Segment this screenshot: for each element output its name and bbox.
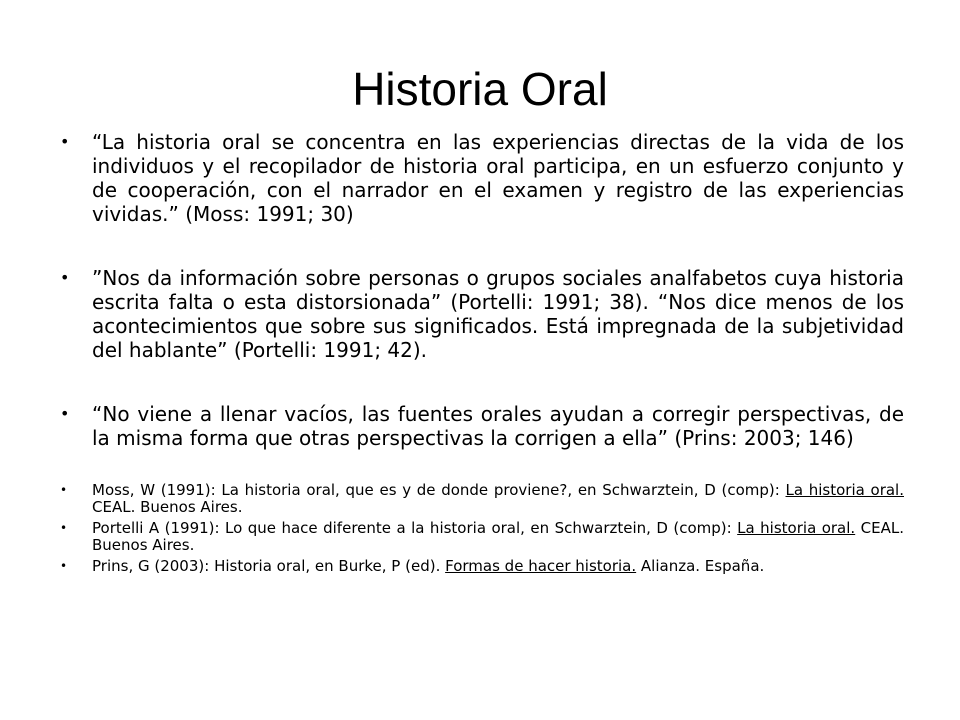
reference-bullet-2 xyxy=(58,520,904,554)
reference-text: Moss, W (1991): La historia oral, que es y de donde proviene?, en Schwarztein, D (comp): xyxy=(92,481,786,499)
reference-bullet-1 xyxy=(58,482,904,516)
reference-text: Portelli A (1991): Lo que hace diferente a la historia oral, en Schwarztein, D (comp): xyxy=(92,519,738,537)
quote-bullet-3 xyxy=(58,402,904,450)
quote-text: “La historia oral se concentra en las experiencias directas de la vida de los individuos y el recopilador de historia oral participa, en un esfuerzo conjunto y de cooperación, con el narrador en el examen y registro de las experiencias vividas.” (Moss: 1991; 30) xyxy=(92,130,904,226)
quote-text: ”Nos da información sobre personas o grupos sociales analfabetos cuya historia escrita falta o esta distorsionada” (Portelli: 1991; 38). “Nos dice menos de los acontecimientos que sobre sus significados. Está impregnada de la subjetividad del hablante” (Portelli: 1991; 42). xyxy=(92,266,904,362)
quote-bullet-1 xyxy=(58,130,904,226)
bullet-icon: • xyxy=(60,559,68,573)
reference-book-title: Formas de hacer historia. xyxy=(445,557,637,575)
bullet-icon: • xyxy=(60,132,70,151)
bullet-icon: • xyxy=(60,483,68,497)
bullet-list xyxy=(58,130,904,579)
reference-publisher: Alianza. España. xyxy=(636,557,765,575)
reference-publisher: CEAL. Buenos Aires. xyxy=(92,498,243,516)
reference-publisher: CEAL. Buenos Aires. xyxy=(92,519,904,554)
reference-book-title: La historia oral. xyxy=(785,481,904,499)
quote-bullet-2 xyxy=(58,266,904,362)
reference-text: Prins, G (2003): Historia oral, en Burke, P (ed). xyxy=(92,557,446,575)
quote-text: “No viene a llenar vacíos, las fuentes orales ayudan a corregir perspectivas, de la misma forma que otras perspectivas la corrigen a ella” (Prins: 2003; 146) xyxy=(92,402,904,450)
bullet-icon: • xyxy=(60,268,70,287)
bullet-icon: • xyxy=(60,521,68,535)
reference-bullet-3 xyxy=(58,558,904,575)
bullet-icon: • xyxy=(60,404,70,423)
slide-title: Historia Oral xyxy=(352,63,608,115)
reference-book-title: La historia oral. xyxy=(737,519,856,537)
